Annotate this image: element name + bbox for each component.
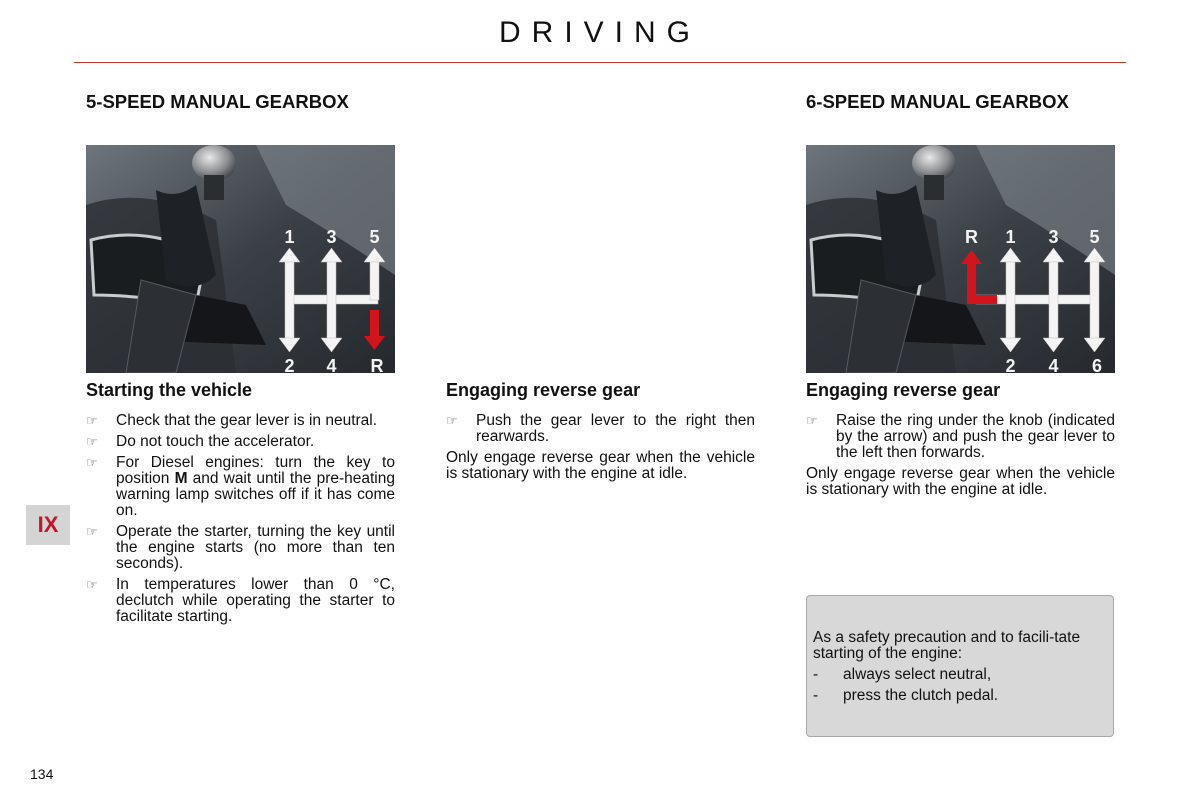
pointing-hand-icon: ☞ <box>86 434 98 449</box>
dash-marker: - <box>813 687 819 704</box>
header-divider <box>74 62 1126 63</box>
list-item: ☞ Check that the gear lever is in neutral. <box>86 412 378 429</box>
section-title-5-speed: 5-SPEED MANUAL GEARBOX <box>86 91 349 112</box>
gear-label-6: 6 <box>1091 356 1103 373</box>
gear-label-5: 5 <box>1089 227 1100 247</box>
list-item: - press the clutch pedal. <box>813 687 999 704</box>
gear-label-5: 5 <box>369 227 380 247</box>
pointing-hand-icon: ☞ <box>86 455 98 470</box>
pointing-hand-icon: ☞ <box>806 413 818 428</box>
safety-note-box <box>806 595 1114 737</box>
reverse-gear-5-speed-heading: Engaging reverse gear <box>446 380 641 400</box>
pointing-hand-icon: ☞ <box>86 524 98 539</box>
gear-label-4: 4 <box>326 356 337 373</box>
gear-label-r: R <box>965 227 978 247</box>
position-m: M <box>174 470 188 487</box>
gearbox-6-speed-photo <box>806 145 1115 373</box>
page-title: DRIVING <box>498 16 701 49</box>
list-item: ☞ For Diesel engines: turn the key to position M and wait until the pre-heating warning lamp switches off if it has come on. <box>86 454 395 519</box>
chapter-tab: IX <box>26 505 70 545</box>
gear-label-4: 4 <box>1048 356 1059 373</box>
gearbox-5-speed-photo <box>86 145 395 373</box>
list-item: - always select neutral, <box>813 666 992 683</box>
gear-label-1: 1 <box>1005 227 1016 247</box>
list-item: ☞ In temperatures lower than 0 °C, declutch while operating the starter to facilitate starting. <box>86 576 395 625</box>
reverse-gear-5-speed-text <box>446 413 755 486</box>
list-item: ☞ Do not touch the accelerator. <box>86 433 315 450</box>
dash-marker: - <box>813 666 819 683</box>
reverse-gear-warning: Only engage reverse gear when the vehicle is stationary with the engine at idle. <box>446 449 755 482</box>
gear-label-1: 1 <box>284 227 295 247</box>
reverse-gear-6-speed-text <box>806 413 1115 502</box>
list-item: ☞ Operate the starter, turning the key until the engine starts (no more than ten seconds). <box>86 523 395 572</box>
gear-label-2: 2 <box>284 356 295 373</box>
starting-vehicle-heading: Starting the vehicle <box>86 380 253 400</box>
safety-note-text: As a safety precaution and to facili-tate starting of the engine: <box>813 629 1081 662</box>
page-number: 134 <box>30 766 54 782</box>
pointing-hand-icon: ☞ <box>86 413 98 428</box>
gear-label-3: 3 <box>1048 227 1059 247</box>
gear-label-3: 3 <box>326 227 337 247</box>
pointing-hand-icon: ☞ <box>446 413 458 428</box>
reverse-gear-6-speed-heading: Engaging reverse gear <box>806 380 1001 400</box>
gear-label-r: R <box>370 356 384 373</box>
list-item: ☞ Raise the ring under the knob (indicated by the arrow) and push the gear lever to the left then forwards. <box>806 412 1115 461</box>
starting-vehicle-list <box>86 413 395 630</box>
list-item: ☞ Push the gear lever to the right then rearwards. <box>446 412 755 445</box>
section-title-6-speed: 6-SPEED MANUAL GEARBOX <box>806 91 1069 112</box>
reverse-gear-warning: Only engage reverse gear when the vehicle is stationary with the engine at idle. <box>806 465 1115 498</box>
gear-label-2: 2 <box>1005 356 1016 373</box>
pointing-hand-icon: ☞ <box>86 577 98 592</box>
